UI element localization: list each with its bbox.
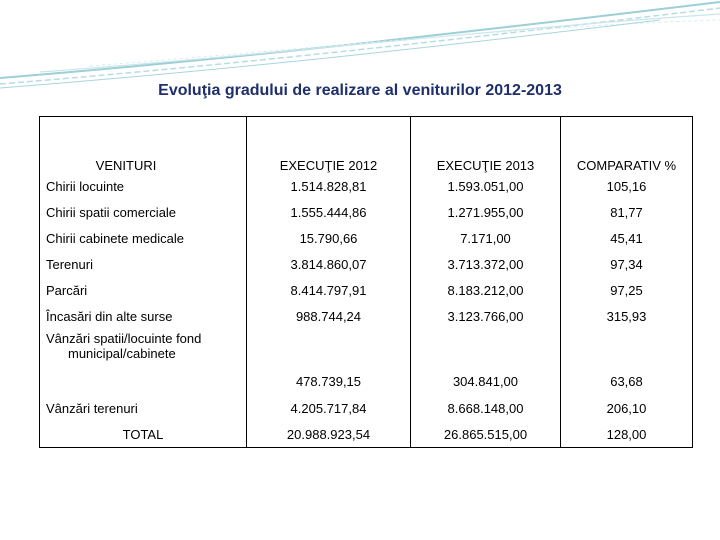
row-label: Terenuri (40, 251, 247, 277)
value-2013: 7.171,00 (411, 225, 561, 251)
table-row (40, 225, 693, 251)
table-row (40, 329, 693, 395)
value-percent: 81,77 (610, 204, 643, 220)
value-2012: 478.739,15 (247, 329, 411, 395)
table-row (40, 173, 693, 199)
row-label: Parcări (40, 277, 247, 303)
header-venituri: VENITURI (40, 117, 247, 174)
total-label: TOTAL (40, 421, 247, 448)
value-2012: 15.790,66 (247, 225, 411, 251)
table-row (40, 199, 693, 225)
page-title: Evoluţia gradului de realizare al veniturilor 2012-2013 (158, 82, 562, 99)
table-row (40, 251, 693, 277)
row-label: Chirii spatii comerciale (40, 199, 247, 225)
decorative-swoosh-lines (0, 0, 720, 90)
total-percent: 128,00 (561, 421, 693, 448)
row-label (40, 329, 247, 395)
value-percent: 63,68 (610, 374, 643, 389)
value-2013: 8.183.212,00 (411, 277, 561, 303)
table-row (40, 395, 693, 421)
value-2012: 4.205.717,84 (247, 395, 411, 421)
value-percent: 206,10 (606, 400, 647, 416)
total-2013: 26.865.515,00 (411, 421, 561, 448)
value-percent: 45,41 (610, 230, 643, 246)
row-label-line2: municipal/cabinete (68, 346, 176, 361)
value-2013: 8.668.148,00 (411, 395, 561, 421)
value-2012: 3.814.860,07 (247, 251, 411, 277)
table-row (40, 277, 693, 303)
value-2012: 1.555.444,86 (247, 199, 411, 225)
value-2013: 3.713.372,00 (411, 251, 561, 277)
revenue-table (39, 116, 693, 448)
row-label: Vânzări terenuri (40, 395, 247, 421)
row-label: Chirii cabinete medicale (40, 225, 247, 251)
value-percent: 315,93 (606, 308, 647, 324)
value-2013: 1.593.051,00 (411, 173, 561, 199)
value-2012: 988.744,24 (247, 303, 411, 329)
table-header-row (40, 117, 693, 174)
value-percent: 97,25 (610, 282, 643, 298)
table-total-row (40, 421, 693, 448)
value-2013: 3.123.766,00 (411, 303, 561, 329)
row-label: Chirii locuinte (40, 173, 247, 199)
header-comparativ: COMPARATIV % (576, 158, 677, 173)
value-2012: 1.514.828,81 (247, 173, 411, 199)
table-row (40, 303, 693, 329)
row-label-line1: Vânzări spatii/locuinte fond (46, 331, 202, 346)
row-label: Încasări din alte surse (40, 303, 247, 329)
total-2012: 20.988.923,54 (247, 421, 411, 448)
header-executie-2013: EXECUŢIE 2013 (411, 117, 561, 174)
value-2013: 304.841,00 (411, 329, 561, 395)
header-executie-2012: EXECUŢIE 2012 (247, 117, 411, 174)
value-2012: 8.414.797,91 (247, 277, 411, 303)
value-2013: 1.271.955,00 (411, 199, 561, 225)
value-percent: 97,34 (610, 256, 643, 272)
value-percent: 105,16 (606, 178, 647, 194)
